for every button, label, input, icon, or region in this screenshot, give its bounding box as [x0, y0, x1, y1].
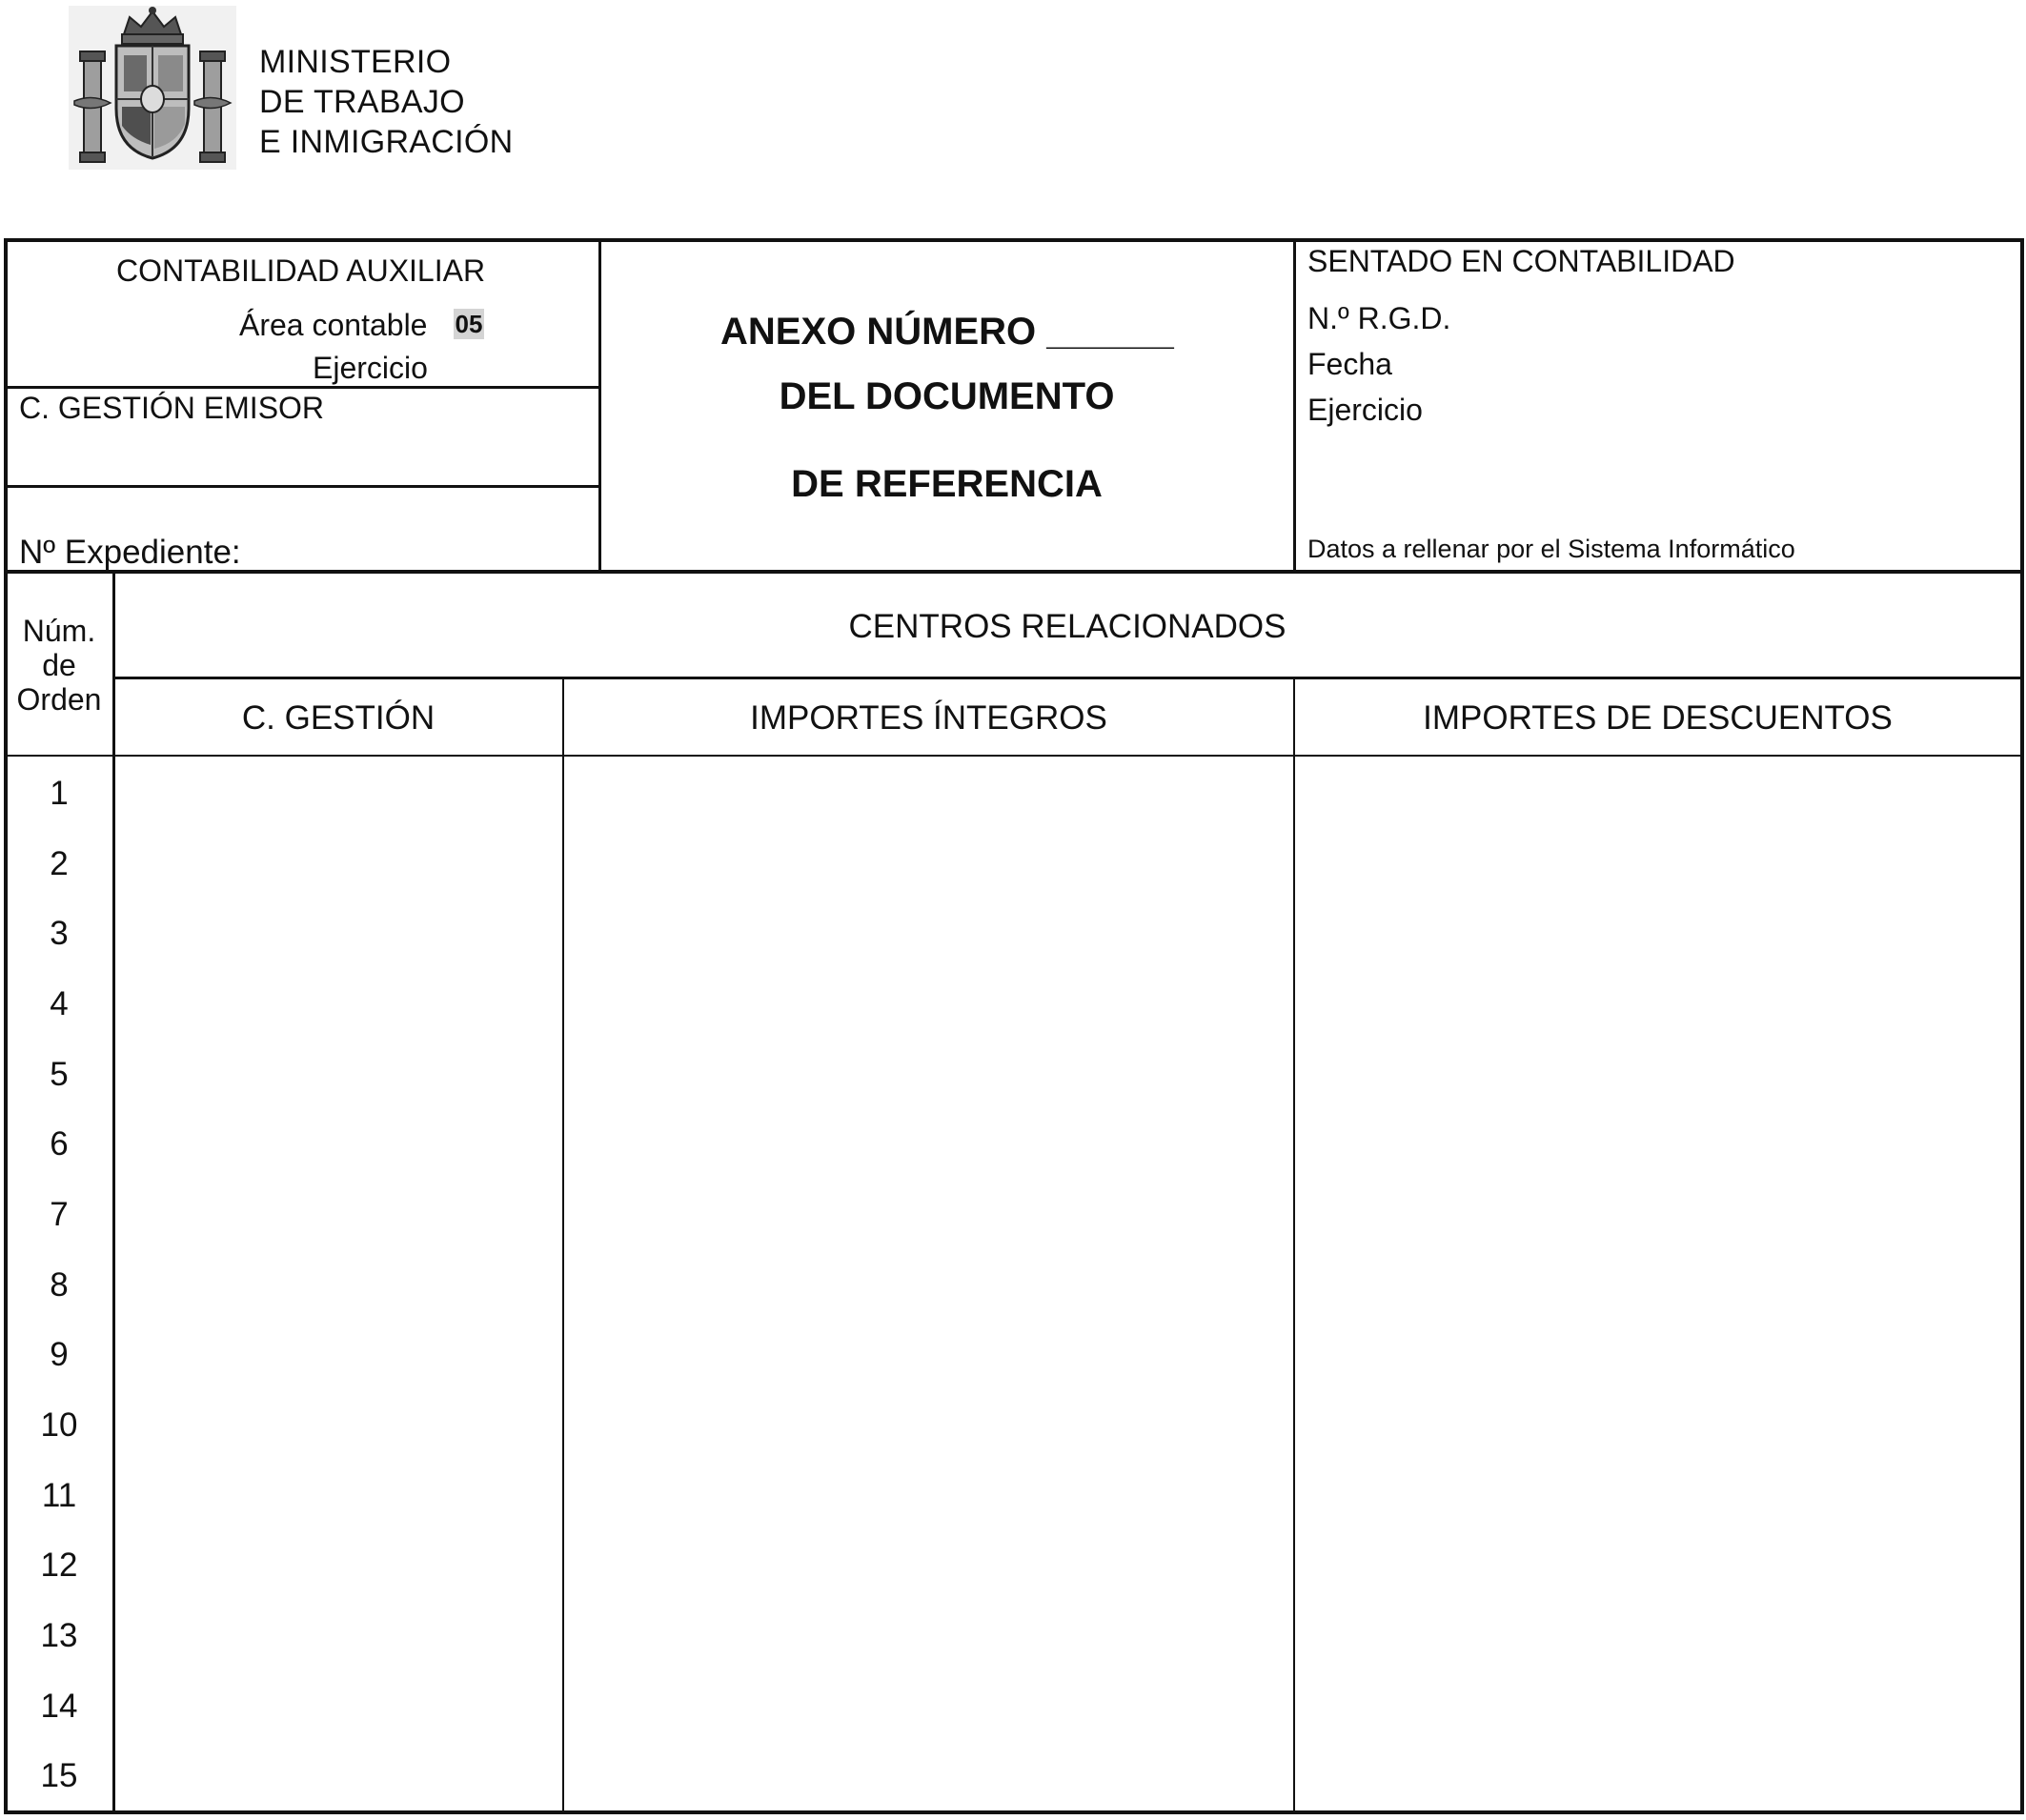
row-number: 13 — [40, 1617, 78, 1654]
ministry-line-3: E INMIGRACIÓN — [259, 124, 514, 160]
col-header-c-gestion: C. GESTIÓN — [241, 699, 436, 737]
row-number: 15 — [40, 1757, 78, 1794]
coat-of-arms-icon — [69, 6, 236, 170]
ministry-line-2: DE TRABAJO — [259, 84, 465, 120]
ministry-name — [259, 42, 513, 162]
area-contable-label: Área contable — [239, 308, 428, 342]
expediente-label: Nº Expediente: — [19, 534, 241, 571]
anexo-numero-title: ANEXO NÚMERO ______ — [720, 311, 1174, 353]
row-number: 4 — [50, 985, 69, 1022]
ejercicio-right-label: Ejercicio — [1307, 393, 1423, 427]
sentado-en-contabilidad-label: SENTADO EN CONTABILIDAD — [1307, 244, 1735, 278]
row-number: 11 — [41, 1477, 77, 1514]
row-number: 1 — [50, 775, 69, 812]
fecha-label: Fecha — [1307, 347, 1392, 381]
num-orden-line-1: Núm. — [22, 614, 96, 648]
del-documento-title: DEL DOCUMENTO — [779, 375, 1115, 417]
de-referencia-title: DE REFERENCIA — [791, 463, 1103, 505]
row-number: 10 — [40, 1406, 78, 1444]
row-number: 8 — [50, 1266, 69, 1304]
ministry-line-1: MINISTERIO — [259, 44, 452, 80]
col-header-importes-integros: IMPORTES ÍNTEGROS — [750, 699, 1107, 737]
nrgd-label: N.º R.G.D. — [1307, 301, 1451, 335]
row-number: 5 — [50, 1056, 69, 1093]
row-number: 9 — [50, 1336, 69, 1373]
row-number: 6 — [50, 1125, 69, 1163]
area-contable-value: 05 — [455, 309, 483, 338]
row-number: 7 — [50, 1196, 69, 1233]
centros-relacionados-header: CENTROS RELACIONADOS — [848, 608, 1287, 645]
ejercicio-label: Ejercicio — [313, 351, 428, 385]
row-number: 14 — [40, 1688, 78, 1725]
row-number: 2 — [50, 845, 69, 882]
contabilidad-auxiliar-label: CONTABILIDAD AUXILIAR — [116, 253, 486, 288]
col-header-importes-descuentos: IMPORTES DE DESCUENTOS — [1423, 699, 1893, 737]
row-number: 3 — [50, 915, 69, 952]
datos-sistema-note: Datos a rellenar por el Sistema Informático — [1307, 535, 1795, 563]
num-orden-line-2: de — [42, 648, 76, 682]
num-orden-line-3: Orden — [16, 682, 102, 717]
c-gestion-emisor-label: C. GESTIÓN EMISOR — [19, 391, 325, 425]
row-number: 12 — [40, 1547, 78, 1584]
